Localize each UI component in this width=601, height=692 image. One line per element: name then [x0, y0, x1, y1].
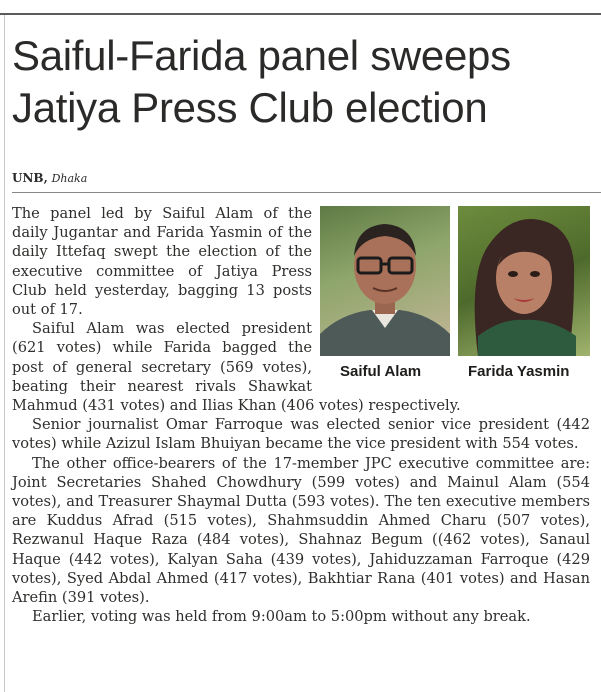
byline: [12, 170, 87, 187]
paragraph: Senior journalist Omar Farroque was elected senior vice president (442 votes) while Azizul Islam Bhuiyan became the vice president with 554 votes.: [12, 416, 590, 453]
paragraph: Earlier, voting was held from 9:00am to 5:00pm without any break.: [32, 608, 531, 626]
paragraph: The panel led by Saiful Alam of the daily Jugantar and Farida Yasmin of the daily Ittefaq swept the election of the executive committee of Jatiya Press Club held yesterday, bagging 13 posts out of 17.: [12, 205, 312, 319]
byline-agency: UNB,: [12, 171, 48, 185]
photo-farida-yasmin: [458, 206, 590, 356]
photo-saiful-alam: [320, 206, 450, 356]
paragraph: The other office-bearers of the 17-member JPC executive committee are: Joint Secretaries Shahed Chowdhury (599 votes) and Mainul Alam (554 votes), and Treasurer Shaymal Dutta (593 votes). The ten executive members are Kuddus Afrad (515 votes), Shahmsuddin Ahmed Charu (507 votes), Rezwanul Haque Raza (484 votes), Shahnaz Begum ((462 votes), Sanaul Haque (442 votes), Kalyan Saha (439 votes), Jahiduzzaman Farroque (429 votes), Syed Abdal Ahmed (417 votes), Bakhtiar Rana (401 votes) and Hasan Arefin (391 votes).: [12, 454, 590, 607]
top-rule: [0, 13, 601, 15]
byline-rule: [12, 192, 601, 193]
column-rule: [4, 15, 5, 692]
photo-caption-farida-yasmin: Farida Yasmin: [468, 363, 570, 380]
paragraph: Saiful Alam was elected president (621 votes) while Farida bagged the post of general secretary (569 votes), beating their nearest rivals Shawkat Mahmud (431 votes) and Ilias Khan (406 votes) respectively.: [12, 320, 461, 415]
article-body: [12, 204, 590, 626]
portrait-icon: [320, 206, 450, 356]
headline: Saiful-Farida panel sweeps Jatiya Press Club election: [12, 32, 511, 131]
portrait-icon: [458, 206, 590, 356]
photo-pair: [320, 204, 590, 392]
photo-caption-saiful-alam: Saiful Alam: [340, 363, 422, 380]
byline-city: Dhaka: [51, 172, 88, 185]
